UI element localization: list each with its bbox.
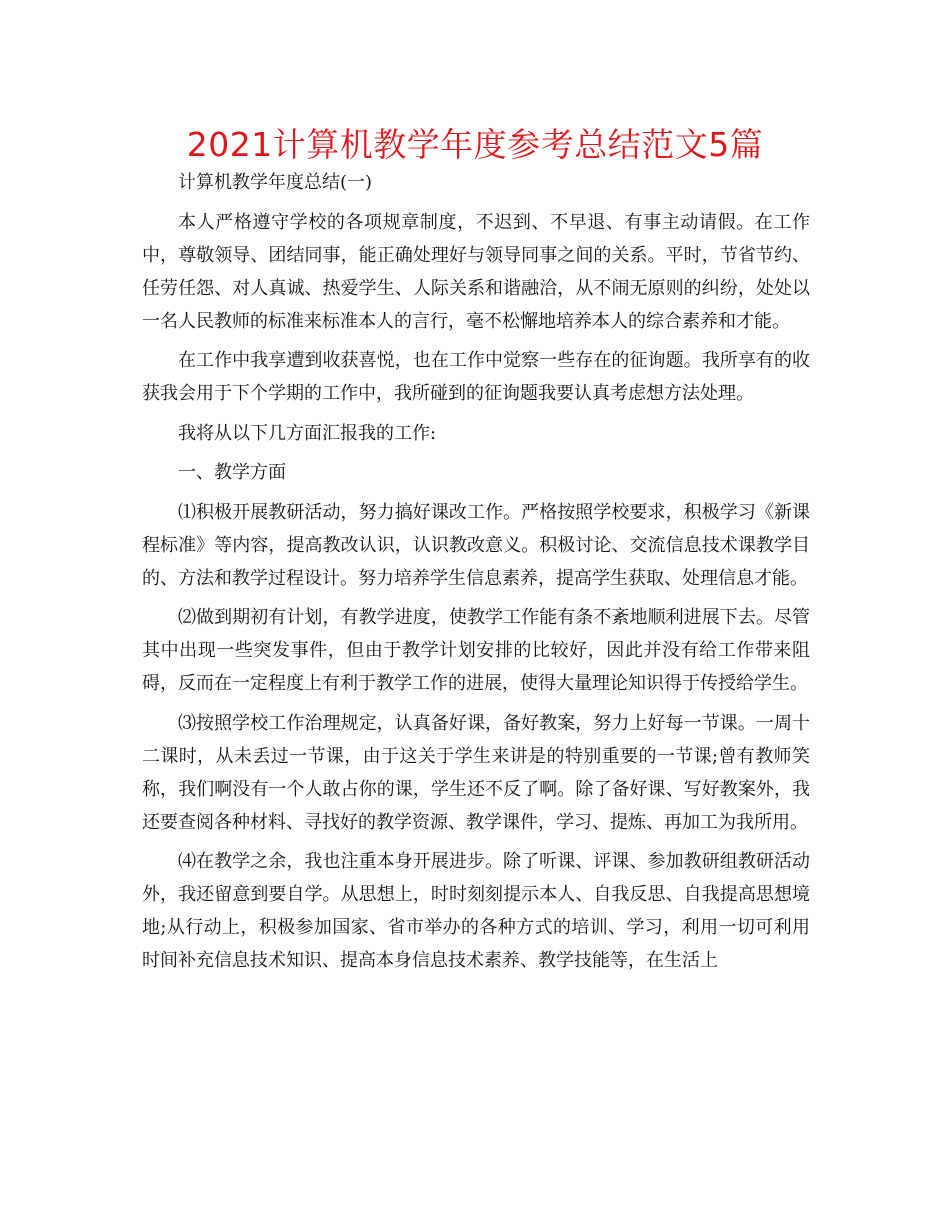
document-title: 2021计算机教学年度参考总结范文5篇 <box>186 125 764 164</box>
paragraph: ⑴积极开展教研活动，努力搞好课改工作。严格按照学校要求，积极学习《新课程标准》等内容，提高教改认识，认识教改意义。积极讨论、交流信息技术课教学目的、方法和教学过程设计。努力培养学生信息素养，提高学生获取、处理信息才能。 <box>142 501 810 589</box>
paragraph: ⑷在教学之余，我也注重本身开展进步。除了听课、评课、参加教研组教研活动外，我还留意到要自学。从思想上，时时刻刻提示本人、自我反思、自我提高思想境地;从行动上，积极参加国家、省市举办的各种方式的培训、学习，利用一切可利用时间补充信息技术知识、提高本身信息技术素养、教学技能等，在生活上 <box>142 851 810 971</box>
paragraph: 本人严格遵守学校的各项规章制度，不迟到、不早退、有事主动请假。在工作中，尊敬领导、团结同事，能正确处理好与领导同事之间的关系。平时，节省节约、任劳任怨、对人真诚、热爱学生、人际关系和谐融洽，从不闹无原则的纠纷，处处以一名人民教师的标准来标准本人的言行，毫不松懈地培养本人的综合素养和才能。 <box>142 211 810 332</box>
subsection-heading: 一、教学方面 <box>178 462 286 483</box>
document-body <box>142 166 810 984</box>
paragraph: 我将从以下几方面汇报我的工作: <box>178 422 437 444</box>
paragraph: ⑶按照学校工作治理规定，认真备好课，备好教案，努力上好每一节课。一周十二课时，从未丢过一节课，由于这关于学生来讲是的特别重要的一节课;曾有教师笑称，我们啊没有一个人敢占你的课，学生还不反了啊。除了备好课、写好教案外，我还要查阅各种材料、寻找好的教学资源、教学课件，学习、提炼、再加工为我所用。 <box>142 712 810 833</box>
paragraph: 在工作中我享遭到收获喜悦，也在工作中觉察一些存在的征询题。我所享有的收获我会用于下个学期的工作中，我所碰到的征询题我要认真考虑想方法处理。 <box>142 350 810 404</box>
paragraph: ⑵做到期初有计划，有教学进度，使教学工作能有条不紊地顺利进展下去。尽管其中出现一些突发事件，但由于教学计划安排的比较好，因此并没有给工作带来阻碍，反而在一定程度上有利于教学工作的进展，使得大量理论知识得于传授给学生。 <box>142 607 810 694</box>
section-heading: 计算机教学年度总结(一) <box>178 172 373 193</box>
